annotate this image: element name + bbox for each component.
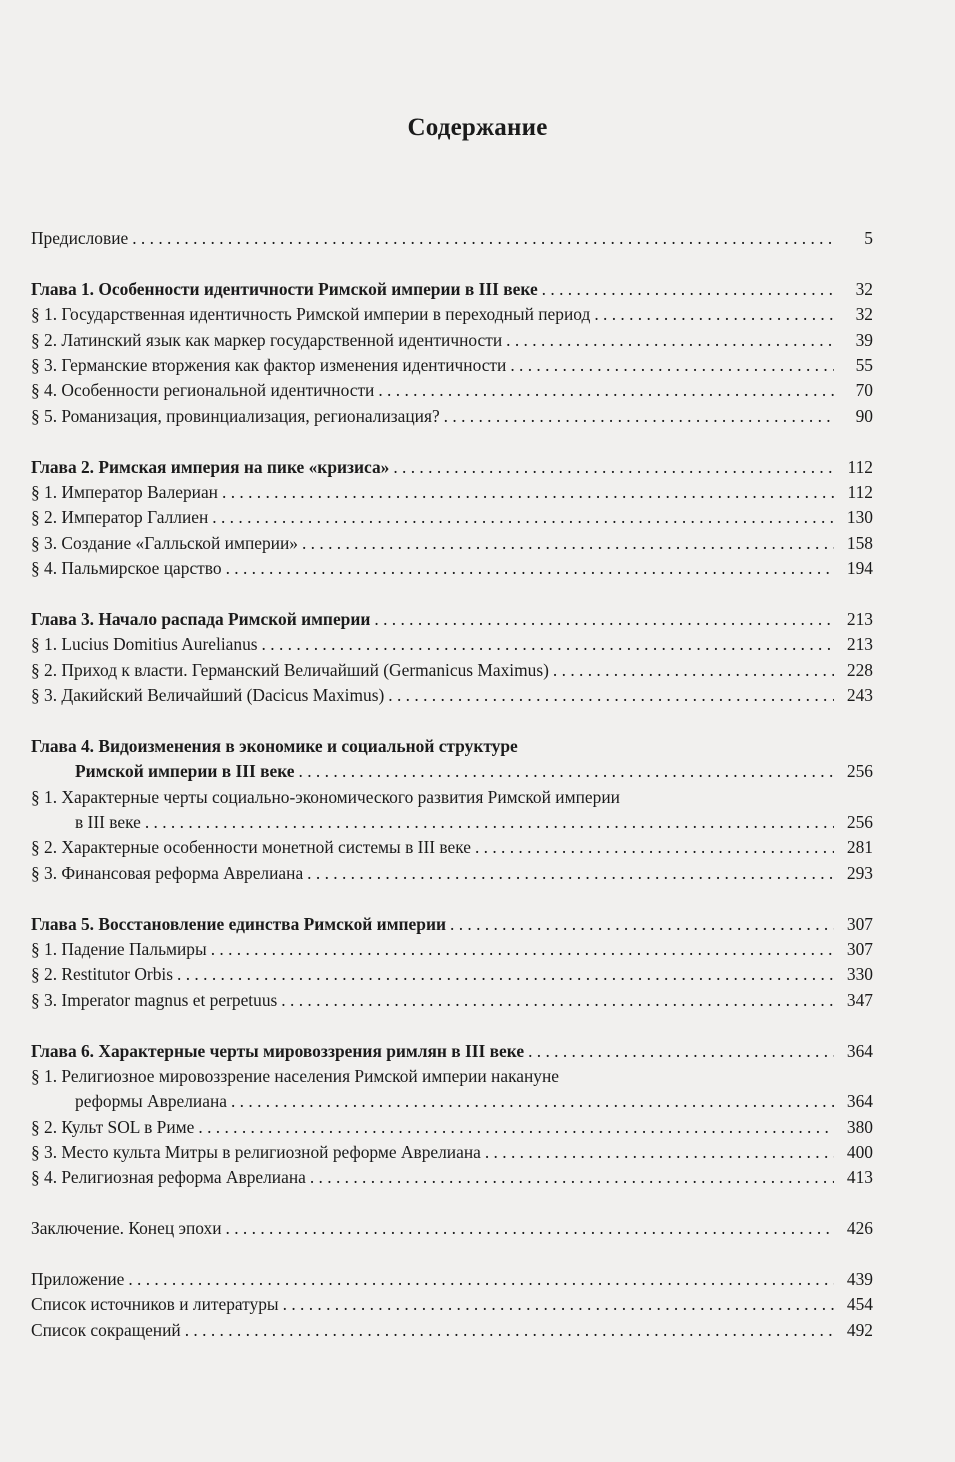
entry-page: 213 xyxy=(846,608,873,629)
toc-chapter-4 xyxy=(31,759,873,784)
dot-leader xyxy=(378,378,834,403)
toc-section xyxy=(31,632,873,657)
dot-leader xyxy=(281,988,834,1013)
dot-leader xyxy=(198,1115,834,1140)
toc-section xyxy=(31,1115,873,1140)
entry-page: 70 xyxy=(855,380,873,401)
spacer xyxy=(31,429,873,454)
dot-leader xyxy=(299,759,834,784)
dot-leader xyxy=(226,556,834,581)
spacer xyxy=(31,1191,873,1216)
dot-leader xyxy=(231,1089,834,1114)
toc-entry-sources xyxy=(31,1292,873,1317)
entry-page: 90 xyxy=(855,405,873,426)
section-label: § 4. Пальмирское царство xyxy=(31,558,222,579)
section-label: § 2. Характерные особенности монетной системы в III веке xyxy=(31,837,471,858)
entry-page: 400 xyxy=(846,1142,873,1163)
toc-chapter-6 xyxy=(31,1039,873,1064)
dot-leader xyxy=(132,226,834,251)
entry-page: 228 xyxy=(846,659,873,680)
entry-page: 112 xyxy=(847,456,873,477)
toc-section xyxy=(31,404,873,429)
toc-section xyxy=(31,1165,873,1190)
entry-page: 130 xyxy=(846,507,873,528)
section-label: § 1. Lucius Domitius Aurelianus xyxy=(31,634,258,655)
entry-page: 194 xyxy=(846,558,873,579)
chapter-label: Глава 3. Начало распада Римской империи xyxy=(31,608,371,629)
dot-leader xyxy=(283,1292,834,1317)
dot-leader xyxy=(450,912,834,937)
toc-chapter-2 xyxy=(31,455,873,480)
entry-page: 32 xyxy=(855,278,873,299)
spacer xyxy=(31,708,873,733)
section-label: § 4. Особенности региональной идентичности xyxy=(31,380,375,401)
toc-section xyxy=(31,988,873,1013)
entry-page: 158 xyxy=(846,532,873,553)
section-label: § 5. Романизация, провинциализация, регионализация? xyxy=(31,405,440,426)
section-label: § 3. Место культа Митры в религиозной реформе Аврелиана xyxy=(31,1142,481,1163)
section-label: § 2. Император Галлиен xyxy=(31,507,209,528)
section-label: § 2. Латинский язык как маркер государственной идентичности xyxy=(31,329,503,350)
toc-chapter-5 xyxy=(31,912,873,937)
dot-leader xyxy=(307,861,834,886)
toc-section xyxy=(31,302,873,327)
entry-page: 364 xyxy=(846,1040,873,1061)
chapter-label: Глава 6. Характерные черты мировоззрения римлян в III веке xyxy=(31,1040,525,1061)
entry-page: 293 xyxy=(846,862,873,883)
dot-leader xyxy=(302,531,834,556)
toc-section xyxy=(31,505,873,530)
dot-leader xyxy=(212,505,834,530)
toc-section xyxy=(31,531,873,556)
section-label: § 1. Император Валериан xyxy=(31,481,218,502)
section-label: § 3. Imperator magnus et perpetuus xyxy=(31,989,278,1010)
toc-section xyxy=(31,328,873,353)
entry-page: 492 xyxy=(846,1319,873,1340)
entry-label: Список сокращений xyxy=(31,1319,181,1340)
dot-leader xyxy=(177,962,834,987)
entry-page: 256 xyxy=(846,811,873,832)
toc-section xyxy=(31,480,873,505)
dot-leader xyxy=(145,810,834,835)
dot-leader xyxy=(506,328,834,353)
entry-page: 413 xyxy=(846,1167,873,1188)
section-label: § 3. Германские вторжения как фактор изменения идентичности xyxy=(31,354,507,375)
dot-leader xyxy=(542,277,834,302)
section-label: § 2. Restitutor Orbis xyxy=(31,964,174,985)
dot-leader xyxy=(222,480,834,505)
dot-leader xyxy=(485,1140,834,1165)
toc-section xyxy=(31,1140,873,1165)
dot-leader xyxy=(553,658,834,683)
toc-chapter-3 xyxy=(31,607,873,632)
toc-section xyxy=(31,353,873,378)
dot-leader xyxy=(374,607,834,632)
entry-page: 5 xyxy=(864,228,873,248)
toc-section xyxy=(31,1089,873,1114)
chapter-label: Глава 2. Римская империя на пике «кризиса» xyxy=(31,456,390,477)
entry-page: 307 xyxy=(846,913,873,934)
toc-section xyxy=(31,937,873,962)
toc-section xyxy=(31,556,873,581)
entry-page: 32 xyxy=(855,304,873,325)
dot-leader xyxy=(388,683,834,708)
entry-page: 347 xyxy=(846,989,873,1010)
toc-entry-appendix xyxy=(31,1267,873,1292)
entry-page: 454 xyxy=(846,1294,873,1315)
dot-leader xyxy=(528,1039,834,1064)
dot-leader xyxy=(185,1318,834,1343)
entry-page: 213 xyxy=(846,634,873,655)
dot-leader xyxy=(211,937,834,962)
entry-page: 426 xyxy=(846,1218,873,1239)
entry-label: Список источников и литературы xyxy=(31,1294,279,1315)
section-label-line-2: реформы Аврелиана xyxy=(75,1091,227,1112)
section-label-line-2: в III веке xyxy=(75,811,141,832)
entry-page: 112 xyxy=(847,481,873,502)
dot-leader xyxy=(310,1165,834,1190)
section-label: § 3. Финансовая реформа Аврелиана xyxy=(31,862,304,883)
chapter-label-line-1: Глава 4. Видоизменения в экономике и социальной структуре xyxy=(31,735,518,756)
section-label: § 1. Государственная идентичность Римской империи в переходный период xyxy=(31,304,591,325)
section-label: § 3. Дакийский Величайший (Dacicus Maximus) xyxy=(31,685,385,706)
toc-section xyxy=(31,810,873,835)
entry-page: 256 xyxy=(846,761,873,782)
toc-section xyxy=(31,962,873,987)
page-title: Содержание xyxy=(407,114,548,141)
toc-chapter-1 xyxy=(31,277,873,302)
entry-page: 243 xyxy=(846,685,873,706)
entry-page: 39 xyxy=(855,329,873,350)
section-label: § 3. Создание «Галльской империи» xyxy=(31,532,298,553)
toc-section xyxy=(31,861,873,886)
toc-entry-conclusion xyxy=(31,1216,873,1241)
chapter-label: Глава 1. Особенности идентичности Римской империи в III веке xyxy=(31,278,538,299)
entry-page: 281 xyxy=(846,837,873,858)
dot-leader xyxy=(393,455,834,480)
entry-page: 439 xyxy=(846,1269,873,1290)
section-label-line-1: § 1. Религиозное мировоззрение населения Римской империи накануне xyxy=(31,1065,560,1086)
chapter-label-line-2: Римской империи в III веке xyxy=(75,761,295,782)
chapter-label: Глава 5. Восстановление единства Римской империи xyxy=(31,913,446,934)
section-label: § 2. Культ SOL в Риме xyxy=(31,1116,195,1137)
entry-label: Заключение. Конец эпохи xyxy=(31,1218,222,1239)
toc-section xyxy=(31,658,873,683)
section-label-line-1: § 1. Характерные черты социально-экономического развития Римской империи xyxy=(31,786,620,807)
toc-section xyxy=(31,378,873,403)
spacer xyxy=(31,886,873,911)
entry-page: 380 xyxy=(846,1116,873,1137)
dot-leader xyxy=(226,1216,834,1241)
toc-section xyxy=(31,835,873,860)
entry-page: 330 xyxy=(846,964,873,985)
dot-leader xyxy=(510,353,834,378)
dot-leader xyxy=(444,404,834,429)
entry-page: 55 xyxy=(855,354,873,375)
spacer xyxy=(31,1013,873,1038)
table-of-contents xyxy=(31,226,873,1343)
spacer xyxy=(31,581,873,606)
section-label: § 4. Религиозная реформа Аврелиана xyxy=(31,1167,306,1188)
entry-label: Предисловие xyxy=(31,228,129,248)
entry-label: Приложение xyxy=(31,1269,125,1290)
entry-page: 307 xyxy=(846,938,873,959)
entry-page: 364 xyxy=(846,1091,873,1112)
spacer xyxy=(31,1242,873,1267)
dot-leader xyxy=(262,632,834,657)
toc-section xyxy=(31,683,873,708)
dot-leader xyxy=(128,1267,834,1292)
dot-leader xyxy=(475,835,834,860)
section-label: § 1. Падение Пальмиры xyxy=(31,938,207,959)
toc-entry-abbreviations xyxy=(31,1318,873,1343)
section-label: § 2. Приход к власти. Германский Величайший (Germanicus Maximus) xyxy=(31,659,549,680)
spacer xyxy=(31,251,873,276)
dot-leader xyxy=(594,302,834,327)
toc-entry-preface xyxy=(31,226,873,251)
